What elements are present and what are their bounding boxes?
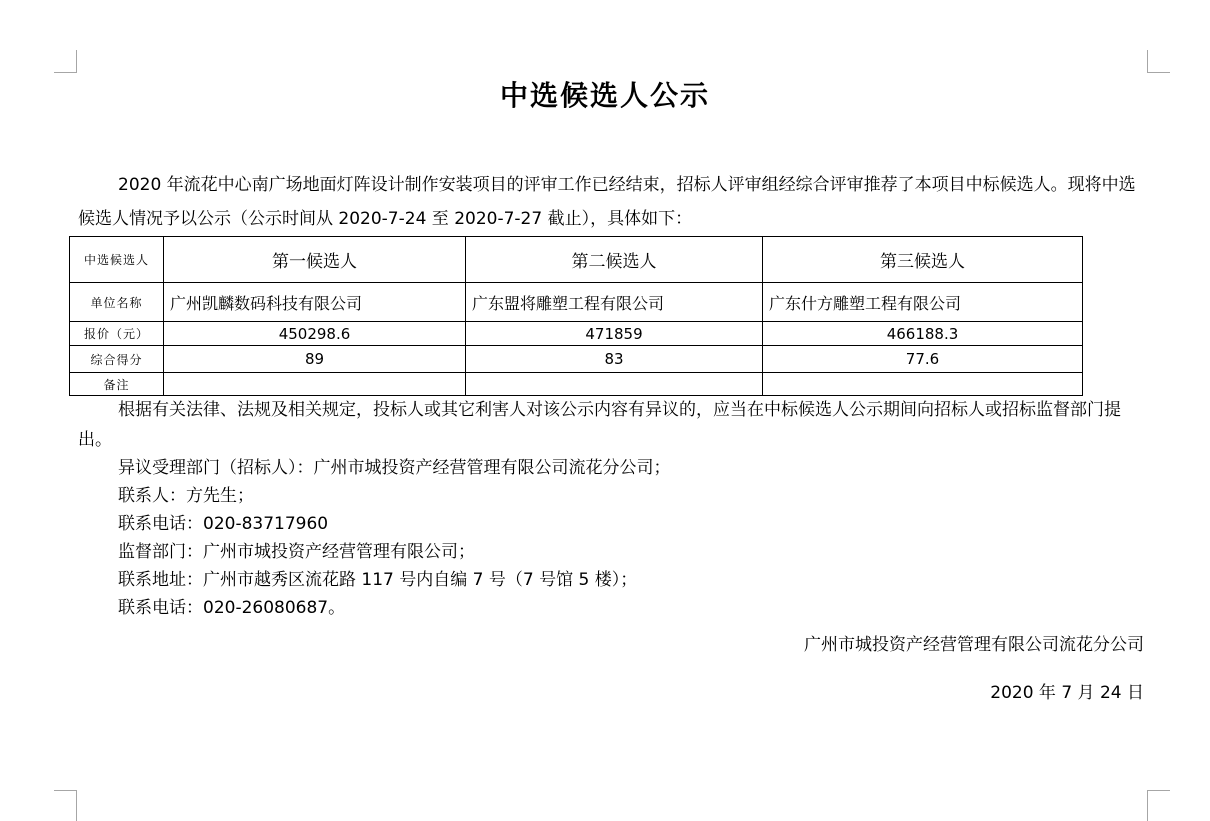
supervision-department-line: 监督部门：广州市城投资产经营管理有限公司； (118, 542, 475, 562)
page-corner-mark-bottom-left (54, 790, 77, 821)
table-row (70, 283, 1083, 322)
remark-cell-third (763, 373, 1083, 396)
page-corner-mark-top-left (54, 50, 77, 73)
contact-person-line: 联系人：方先生； (118, 486, 254, 506)
column-header-first: 第一候选人 (164, 237, 466, 283)
table-row (70, 373, 1083, 396)
page-corner-mark-bottom-right (1147, 790, 1170, 821)
document-title: 中选候选人公示 (499, 79, 710, 112)
table-row (70, 346, 1083, 373)
column-header-third: 第三候选人 (763, 237, 1083, 283)
row-header-remark: 备注 (70, 373, 164, 396)
objection-paragraph: 根据有关法律、法规及相关规定，投标人或其它利害人对该公示内容有异议的，应当在中标候选人公示期间向招标人或招标监督部门提出。 (78, 400, 1121, 450)
objection-department-line: 异议受理部门（招标人）：广州市城投资产经营管理有限公司流花分公司； (118, 458, 671, 478)
page-corner-mark-top-right (1147, 50, 1170, 73)
table-row (70, 322, 1083, 346)
signature-organization: 广州市城投资产经营管理有限公司流花分公司 (804, 635, 1144, 655)
remark-cell-first (164, 373, 466, 396)
intro-paragraph: 2020 年流花中心南广场地面灯阵设计制作安装项目的评审工作已经结束，招标人评审组经综合评审推荐了本项目中标候选人。现将中选候选人情况予以公示（公示时间从 2020-7-24 至 2020-7-27 截止），具体如下： (78, 175, 1136, 229)
candidates-table (69, 236, 1083, 396)
column-header-second: 第二候选人 (466, 237, 763, 283)
contact-phone-line: 联系电话：020-83717960 (118, 514, 329, 534)
contact-address-line: 联系地址：广州市越秀区流花路 117 号内自编 7 号（7 号馆 5 楼）； (118, 570, 638, 590)
row-header-price: 报价（元） (70, 322, 164, 346)
signature-date: 2020 年 7 月 24 日 (990, 683, 1144, 703)
table-row (70, 237, 1083, 283)
score-cell-first: 89 (164, 346, 466, 373)
score-cell-third: 77.6 (763, 346, 1083, 373)
row-header-candidate: 中选候选人 (70, 237, 164, 283)
price-cell-first: 450298.6 (164, 322, 466, 346)
price-cell-second: 471859 (466, 322, 763, 346)
company-cell-second: 广东盟将雕塑工程有限公司 (466, 283, 763, 322)
company-cell-third: 广东什方雕塑工程有限公司 (763, 283, 1083, 322)
row-header-company: 单位名称 (70, 283, 164, 322)
supervision-phone-line: 联系电话：020-26080687。 (118, 598, 346, 618)
company-cell-first: 广州凯麟数码科技有限公司 (164, 283, 466, 322)
price-cell-third: 466188.3 (763, 322, 1083, 346)
score-cell-second: 83 (466, 346, 763, 373)
remark-cell-second (466, 373, 763, 396)
row-header-score: 综合得分 (70, 346, 164, 373)
